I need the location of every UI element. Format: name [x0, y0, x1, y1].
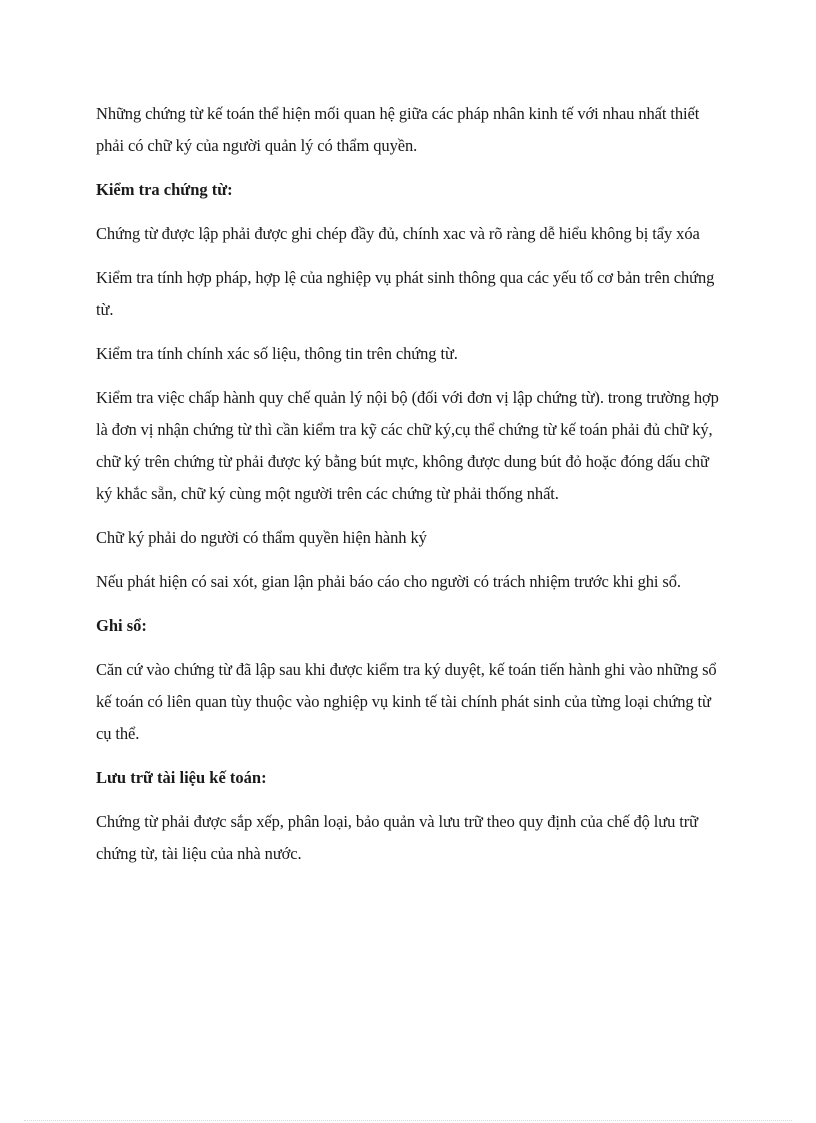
paragraph-archive-rules: Chứng từ phải được sắp xếp, phân loại, bảo quản và lưu trữ theo quy định của chế độ lưu trữ chứng từ, tài liệu của nhà nước. [96, 812, 699, 863]
paragraph-legality-check: Kiểm tra tính hợp pháp, hợp lệ của nghiệp vụ phát sinh thông qua các yếu tố cơ bản trên chứng từ. [96, 268, 715, 319]
heading-bookkeeping: Ghi sổ: [96, 616, 147, 635]
paragraph-bookkeeping-basis: Căn cứ vào chứng từ đã lập sau khi được kiểm tra ký duyệt, kế toán tiến hành ghi vào những sổ kế toán có liên quan tùy thuộc vào nghiệp vụ kinh tế tài chính phát sinh của từng loại chứng từ cụ thể. [96, 660, 717, 743]
document-page [96, 98, 724, 882]
heading-archive: Lưu trữ tài liệu kế toán: [96, 768, 267, 787]
paragraph-report-errors: Nếu phát hiện có sai xót, gian lận phải báo cáo cho người có trách nhiệm trước khi ghi sổ. [96, 572, 681, 591]
paragraph-accuracy-check: Kiểm tra tính chính xác số liệu, thông tin trên chứng từ. [96, 344, 458, 363]
paragraph-legal-entities: Những chứng từ kế toán thể hiện mối quan hệ giữa các pháp nhân kinh tế với nhau nhất thiết phải có chữ ký của người quản lý có thẩm quyền. [96, 104, 700, 155]
paragraph-complete-records: Chứng từ được lập phải được ghi chép đầy đủ, chính xac và rõ ràng dễ hiểu không bị tẩy xóa [96, 224, 700, 243]
page-bottom-divider [24, 1120, 792, 1121]
paragraph-signature-authority: Chữ ký phải do người có thẩm quyền hiện hành ký [96, 528, 427, 547]
paragraph-internal-rules: Kiểm tra việc chấp hành quy chế quản lý nội bộ (đối với đơn vị lập chứng từ). trong trường hợp là đơn vị nhận chứng từ thì cần kiểm tra kỹ các chữ ký,cụ thể chứng từ kế toán phải đủ chữ ký, chữ ký trên chứng từ phải được ký bằng bút mực, không được dung bút đỏ hoặc đóng dấu chữ ký khắc sẵn, chữ ký cùng một người trên các chứng từ phải thống nhất. [96, 388, 719, 503]
heading-check-documents: Kiểm tra chứng từ: [96, 180, 233, 199]
